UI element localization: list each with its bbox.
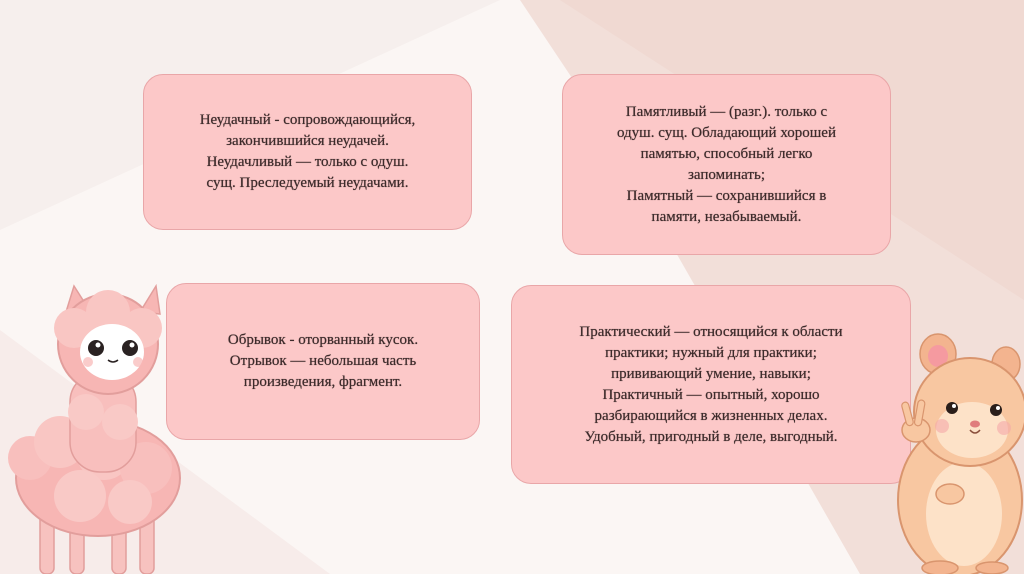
alpaca-icon — [0, 282, 190, 574]
card-text-line: Практичный — опытный, хорошо — [602, 386, 820, 403]
card-text-line: прививающий умение, навыки; — [611, 365, 811, 382]
card-text-line: Удобный, пригодный в деле, выгодный. — [584, 428, 838, 445]
card-text-line: Памятный — сохранившийся в — [626, 187, 827, 204]
card-text-line: Неудачливый — только с одуш. — [206, 154, 409, 170]
card-text-line: одуш. сущ. Обладающий хорошей — [616, 124, 836, 141]
card-text-line: памяти, незабываемый. — [651, 208, 802, 225]
card-text-line: Памятливый — (разг.). только с — [625, 103, 828, 120]
card-text-line: Отрывок — небольшая часть — [229, 353, 417, 369]
card-text-line: закончившийся неудачей. — [226, 133, 389, 149]
card-text-line: памятью, способный легко — [640, 145, 813, 162]
card-text-line: Практический — относящийся к области — [579, 323, 843, 340]
card-text-line: Неудачный - сопровождающийся, — [199, 112, 416, 128]
card-text-line: практики; нужный для практики; — [605, 344, 817, 361]
card-text-line: произведения, фрагмент. — [243, 374, 403, 390]
card-text-line: запоминать; — [687, 166, 765, 183]
info-card-neudachny — [143, 74, 472, 230]
card-text-line: сущ. Преследуемый неудачами. — [206, 175, 409, 191]
info-card-obryvok — [166, 283, 480, 440]
info-card-pamyatlivy — [562, 74, 891, 255]
card-text-line: Обрывок - оторванный кусок. — [227, 332, 419, 348]
info-card-prakticheskiy — [511, 285, 911, 484]
card-text-line: разбирающийся в жизненных делах. — [594, 407, 828, 424]
hamster-icon — [880, 330, 1024, 574]
